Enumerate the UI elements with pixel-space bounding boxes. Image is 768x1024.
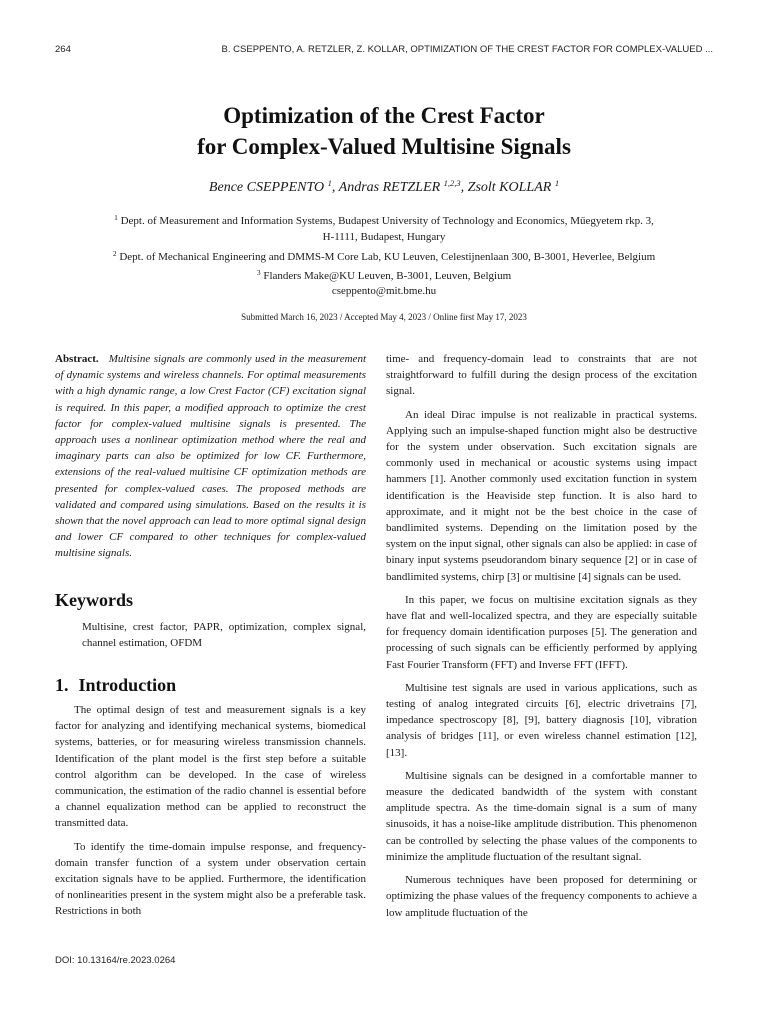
- doi-footer[interactable]: DOI: 10.13164/re.2023.0264: [55, 955, 176, 966]
- author-list: Bence CSEPPENTO $^1$, Andras RETZLER $^{1,2,3}$, Zsolt KOLLAR $^1$: [208, 178, 560, 195]
- body-paragraph: Multisine test signals are used in various applications, such as testing of analog integrated circuits [6], electric drivetrains [7], impedance spectroscopy [8], [9], battery diagnosis [10], vibration analysis of bridges [11], or even wireless channel estimation [12], [13].: [386, 681, 697, 759]
- author-affiliation-mark: 1: [554, 178, 560, 188]
- paper-title: [55, 100, 713, 162]
- abstract-label: Abstract.: [55, 353, 99, 365]
- body-paragraph-continued: time- and frequency-domain lead to constraints that are not straightforward to fulfill during the design process of the excitation signal.: [386, 353, 697, 398]
- introduction-heading: [55, 675, 366, 696]
- right-column: [386, 351, 697, 928]
- author-name: Andras RETZLER: [338, 180, 441, 195]
- page-number: 264: [55, 44, 71, 55]
- abstract-text: Multisine signals are commonly used in the measurement of dynamic systems and wireless channels. For optimal measurements with a high dynamic range, a low Crest Factor (CF) excitation signal is required. In this paper, a modified approach to optimize the crest factor for complex-valued multisine signals is presented. The approach uses a nonlinear optimization method where the real and imaginary parts can also be optimized for low CF. Furthermore, extensions of the real-valued multisine CF optimization methods are presented for complex-valued cases. The proposed methods are validated and compared using simulations. Based on the results it is shown that the novel approach can lead to more optimal signal design and lower CF compared to other techniques for complex-valued multisine signals.: [55, 353, 366, 560]
- author-affiliation-mark: 1: [327, 178, 332, 188]
- affiliation-3: $^3$ Flanders Make@KU Leuven, B-3001, Leuven, Belgium: [256, 268, 512, 283]
- body-paragraph: An ideal Dirac impulse is not realizable in practical systems. Applying such an impulse-shaped function might also be destructive for the system under observation. Such excitation signals are commonly used in mechanical or acoustic systems using impact hammers [1]. Another commonly used excitation function in system identification is the Heaviside step function. It is also hard to approximate, and it might not be the best choice in the case of bandlimited systems. Depending on the limitation posed by the system on the input signal, other signals can also be applied: in case of binary input systems pseudorandom binary sequence [2] or in case of bandlimited systems, chirp [3] or multisine [4] signals can be used.: [386, 408, 697, 583]
- left-column: [55, 351, 366, 927]
- body-paragraph: Multisine signals can be designed in a comfortable manner to measure the dedicated bandwidth of the system with constant amplitude spectra. As the time-domain signal is a sum of many sinusoids, it has a noise-like amplitude distribution. This phenomenon can be controlled by selecting the phase values of the components to minimize the amplitude fluctuation of the resultant signal.: [386, 769, 697, 863]
- keywords-heading: Keywords: [55, 589, 133, 610]
- author-name: Bence CSEPPENTO: [208, 180, 325, 195]
- author-name: Zsolt KOLLAR: [467, 180, 552, 195]
- running-title: B. CSEPPENTO, A. RETZLER, Z. KOLLAR, OPTIMIZATION OF THE CREST FACTOR FOR COMPLEX-VALUED ...: [221, 44, 713, 55]
- contact-email: cseppento@mit.bme.hu: [331, 285, 437, 297]
- abstract: [55, 351, 366, 562]
- section-title: Introduction: [78, 675, 177, 696]
- affiliations: [55, 210, 713, 285]
- body-paragraph: The optimal design of test and measurement signals is a key factor for analyzing and identifying mechanical systems, biomedical systems, batteries, or for measuring wireless transmission channels. Identification of the plant model is the first step before a suitable control algorithm can be developed. In the case of wireless communication, the estimation of the radio channel is essential before a channel equalization method can be applied to reconstruct the transmitted data.: [55, 704, 366, 830]
- body-paragraph: Numerous techniques have been proposed for determining or optimizing the phase values of the frequency components to achieve a low amplitude fluctuation of the: [386, 874, 697, 919]
- affiliation-2: $^2$ Dept. of Mechanical Engineering and DMMS-M Core Lab, KU Leuven, Celestijnenlaan 300, B-3001, Heverlee, Belgium: [112, 248, 656, 263]
- keywords-text: Multisine, crest factor, PAPR, optimization, complex signal, channel estimation, OFDM: [82, 620, 366, 649]
- affiliation-1-continued: H-1111, Budapest, Hungary: [322, 231, 446, 244]
- author-affiliation-mark: 1,2,3: [443, 178, 461, 188]
- title-line-1: Optimization of the Crest Factor: [223, 103, 545, 128]
- title-line-2: for Complex-Valued Multisine Signals: [197, 134, 571, 159]
- body-paragraph: To identify the time-domain impulse response, and frequency-domain transfer function of a system under observation certain excitation signals have to be applied. Furthermore, the identification of nonlinearities present in the system might also be a preferable task. Restrictions in both: [55, 840, 366, 918]
- submission-dates: Submitted March 16, 2023 / Accepted May 4, 2023 / Online first May 17, 2023: [241, 312, 527, 322]
- body-paragraph: In this paper, we focus on multisine excitation signals as they have flat and well-localized spectra, and they are especially suitable for frequency domain identification purposes [5]. The generation and processing of such signals can be efficiently performed by applying Fast Fourier Transform (FFT) and Inverse FFT (IFFT).: [386, 593, 697, 671]
- page-header: [55, 44, 713, 58]
- section-number: 1.: [55, 675, 69, 696]
- affiliation-1: $^1$ Dept. of Measurement and Information Systems, Budapest University of Technology and Economics, Műegyetem rkp. 3,: [114, 213, 654, 227]
